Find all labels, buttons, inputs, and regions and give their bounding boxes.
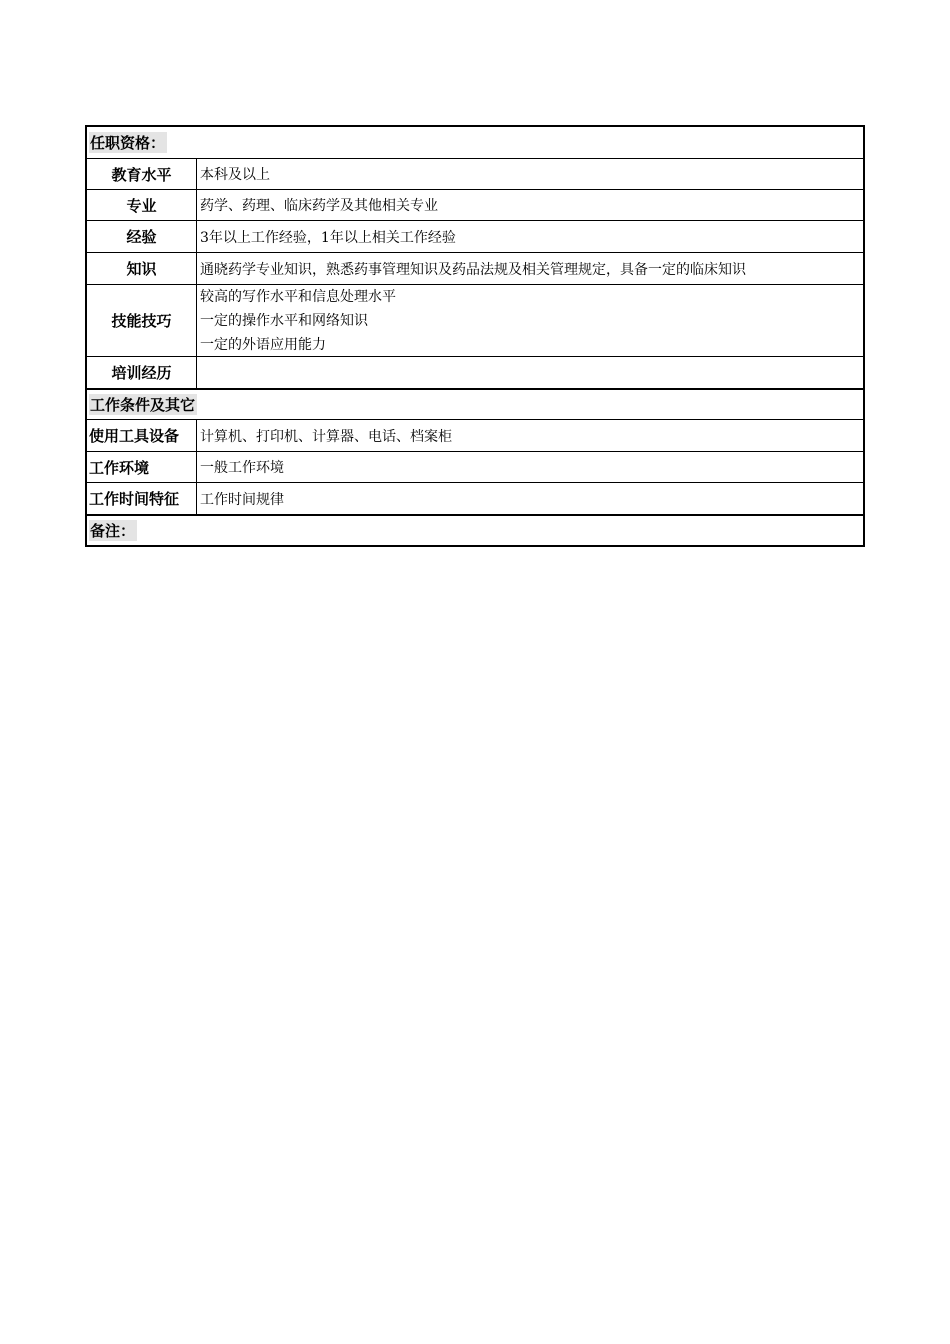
- experience-row: [87, 220, 863, 252]
- remarks-header-label: 备注：: [90, 522, 136, 540]
- skills-line: 较高的写作水平和信息处理水平: [200, 288, 396, 305]
- conditions-header: [87, 388, 863, 419]
- education-value: 本科及以上: [200, 167, 270, 183]
- tools-row: [87, 419, 863, 451]
- knowledge-label: 知识: [87, 253, 197, 284]
- knowledge-value: 通晓药学专业知识，熟悉药事管理知识及药品法规及相关管理规定，具备一定的临床知识: [200, 261, 746, 278]
- major-label: 专业: [87, 190, 197, 220]
- skills-value: [197, 285, 863, 356]
- work-hours-value: 工作时间规律: [200, 491, 284, 508]
- major-value: 药学、药理、临床药学及其他相关专业: [200, 198, 438, 214]
- experience-label: 经验: [87, 221, 197, 252]
- conditions-header-label: 工作条件及其它: [90, 396, 196, 414]
- skills-label: 技能技巧: [87, 285, 197, 356]
- training-label: 培训经历: [87, 357, 197, 388]
- skills-line: 一定的外语应用能力: [200, 336, 326, 353]
- skills-line: 一定的操作水平和网络知识: [200, 312, 368, 329]
- education-row: [87, 158, 863, 189]
- job-spec-table: [85, 125, 865, 547]
- work-hours-label: 工作时间特征: [87, 483, 197, 514]
- education-label: 教育水平: [87, 159, 197, 189]
- tools-label: 使用工具设备: [87, 420, 197, 451]
- work-hours-row: [87, 482, 863, 514]
- tools-value: 计算机、打印机、计算器、电话、档案柜: [200, 428, 452, 445]
- training-row: [87, 356, 863, 388]
- environment-label: 工作环境: [87, 452, 197, 482]
- skills-row: [87, 284, 863, 356]
- knowledge-row: [87, 252, 863, 284]
- experience-value: 3年以上工作经验，1年以上相关工作经验: [200, 229, 456, 246]
- major-row: [87, 189, 863, 220]
- environment-row: [87, 451, 863, 482]
- training-value: [197, 357, 863, 388]
- qualifications-header: [87, 127, 863, 158]
- qualifications-header-label: 任职资格：: [90, 134, 166, 152]
- environment-value: 一般工作环境: [200, 460, 284, 476]
- remarks-header: [87, 514, 863, 545]
